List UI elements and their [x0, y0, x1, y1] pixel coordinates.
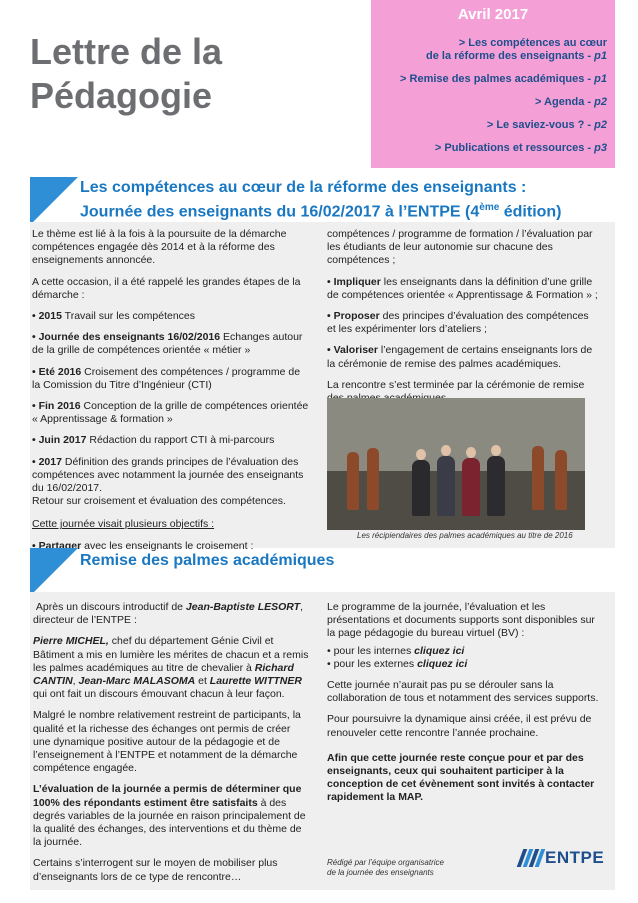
step-item: • 2015 Travail sur les compétences [32, 310, 196, 323]
recall-paragraph: A cette occasion, il a été rappelé les grandes étapes de la démarche : [32, 275, 301, 301]
section-2-left-column [33, 601, 310, 892]
section-1-right-column [327, 228, 599, 413]
photo-caption: Les récipiendaires des palmes académiques au titre de 2016 [357, 531, 573, 540]
objective-item: • Impliquer les enseignants dans la définition d’une grille de compétences orientée « Apprentissage & Formation » ; [327, 275, 598, 301]
external-link[interactable]: cliquez ici [417, 657, 468, 670]
objective-item: • Proposer des principes d’évaluation des compétences et les expérimenter lors d’ateliers ; [327, 310, 589, 336]
logo-bars-icon [520, 849, 542, 867]
entpe-logo: ENTPE [520, 848, 604, 868]
author-note: Rédigé par l’équipe organisatrice de la journée des enseignants [327, 858, 444, 877]
awards-paragraph: Pierre MICHEL, chef du département Génie Civil et Bâtiment a mis en lumière les mérites de chacun et a remis les palmes académiques au titre de chevalier à Richard CANTIN, Jean-Marc MALASOMA et Laurette WITTNER qui ont fait un discours émouvant chacun à leur façon. [33, 635, 309, 701]
step-item: • Fin 2016 Conception de la grille de compétences orientée « Apprentissage & formation » [32, 400, 309, 426]
section-2-title: Remise des palmes académiques [80, 552, 335, 569]
toc-item-competences[interactable]: > Les compétences au cœur de la réforme des enseignants - p1 [426, 37, 607, 62]
next-year-paragraph: Pour poursuivre la dynamique ainsi créée, il est prévu de renouveler cette rencontre l’année prochaine. [327, 713, 592, 739]
toc-item-agenda[interactable]: > Agenda - p2 [534, 96, 607, 108]
section-1-left-column [32, 228, 310, 561]
toc-item-palmes[interactable]: > Remise des palmes académiques - p1 [400, 73, 607, 85]
objective-item: • Partager avec les enseignants le croisement : [32, 539, 254, 552]
program-paragraph: Le programme de la journée, l’évaluation et les présentations et documents supports sont disponibles sur la page pédagogie du bureau virtuel (BV) : [327, 601, 595, 640]
recipients-photo [327, 398, 585, 530]
section-1-triangle-icon [30, 177, 78, 225]
objective-item: • Valoriser l’engagement de certains enseignants lors de la cérémonie de remise des palmes académiques. [327, 344, 593, 370]
table-of-contents [371, 0, 615, 168]
closing-paragraph: La rencontre s’est terminée par la cérémonie de remise [327, 378, 585, 391]
thanks-paragraph: Cette journée n’aurait pas pu se dérouler sans la collaboration de tous et notamment des services supports. [327, 679, 599, 705]
step-item: • Journée des enseignants 16/02/2016 Echanges autour de la grille de compétences orientée « métier » [32, 331, 303, 357]
intro-paragraph: Après un discours introductif de Jean-Baptiste LESORT, directeur de l’ENTPE : [33, 601, 304, 627]
step-item: • 2017 Définition des grands principes de l’évaluation des compétences avec notamment la journée des enseignants du 16/02/2017. Retour sur croisement et évaluation des compétences. [32, 455, 304, 508]
issue-date: Avril 2017 [457, 6, 529, 23]
page-title [30, 30, 222, 118]
toc-item-saviez-vous[interactable]: > Le saviez-vous ? - p2 [486, 119, 607, 131]
section-2-right-column [327, 601, 602, 813]
internal-link-item: • pour les internes cliquez ici [327, 644, 465, 657]
internal-link[interactable]: cliquez ici [414, 644, 465, 657]
call-to-action: Afin que cette journée reste conçue pour et par des enseignants, ceux qui souhaitent participer à la conception de cet évènement sont invités à contacter rapidement la MAP. [327, 751, 595, 804]
section-2-triangle-icon [30, 548, 78, 596]
objectives-heading: Cette journée visait plusieurs objectifs : [32, 518, 215, 531]
dynamics-paragraph: Malgré le nombre relativement restreint de participants, la qualité et la richesse des échanges ont permis de créer une dynamique positive autour de la pédagogie et de l’enseignement à l’ENTPE et notamment de la démarche compétence engagée. [33, 709, 301, 775]
section-1-title: Les compétences au cœur de la réforme des enseignants : Journée des enseignants du 16/02/2017 à l’ENTPE (4ème édition) [80, 179, 562, 221]
title-line-2: Pédagogie [30, 75, 213, 116]
step-item: • Eté 2016 Croisement des compétences / programme de la Comission du Titre d’Ingénieur (CTI) [32, 365, 301, 391]
intro-paragraph: Le thème est lié à la fois à la poursuite de la démarche compétences engagée dès 2014 et à la réforme des enseignements annoncée. [32, 228, 287, 267]
objective-continuation: compétences / programme de formation / l’évaluation par les étudiants de leur autonomie sur chacune des compétences ; [327, 228, 593, 267]
step-item: • Juin 2017 Rédaction du rapport CTI à mi-parcours [32, 434, 275, 447]
question-paragraph: Certains s’interrogent sur le moyen de mobiliser plus d’enseignants lors de ce type de rencontre… [33, 857, 278, 883]
title-line-1: Lettre de la [30, 31, 223, 72]
evaluation-paragraph: L’évaluation de la journée a permis de déterminer que 100% des répondants estiment être satisfaits à des degrés variables de la journée en raison principalement de la qualité des échanges, des interventions et du thème de la journée. [33, 783, 306, 849]
external-link-item: • pour les externes cliquez ici [327, 657, 468, 670]
toc-item-publications[interactable]: > Publications et ressources - p3 [434, 142, 607, 154]
